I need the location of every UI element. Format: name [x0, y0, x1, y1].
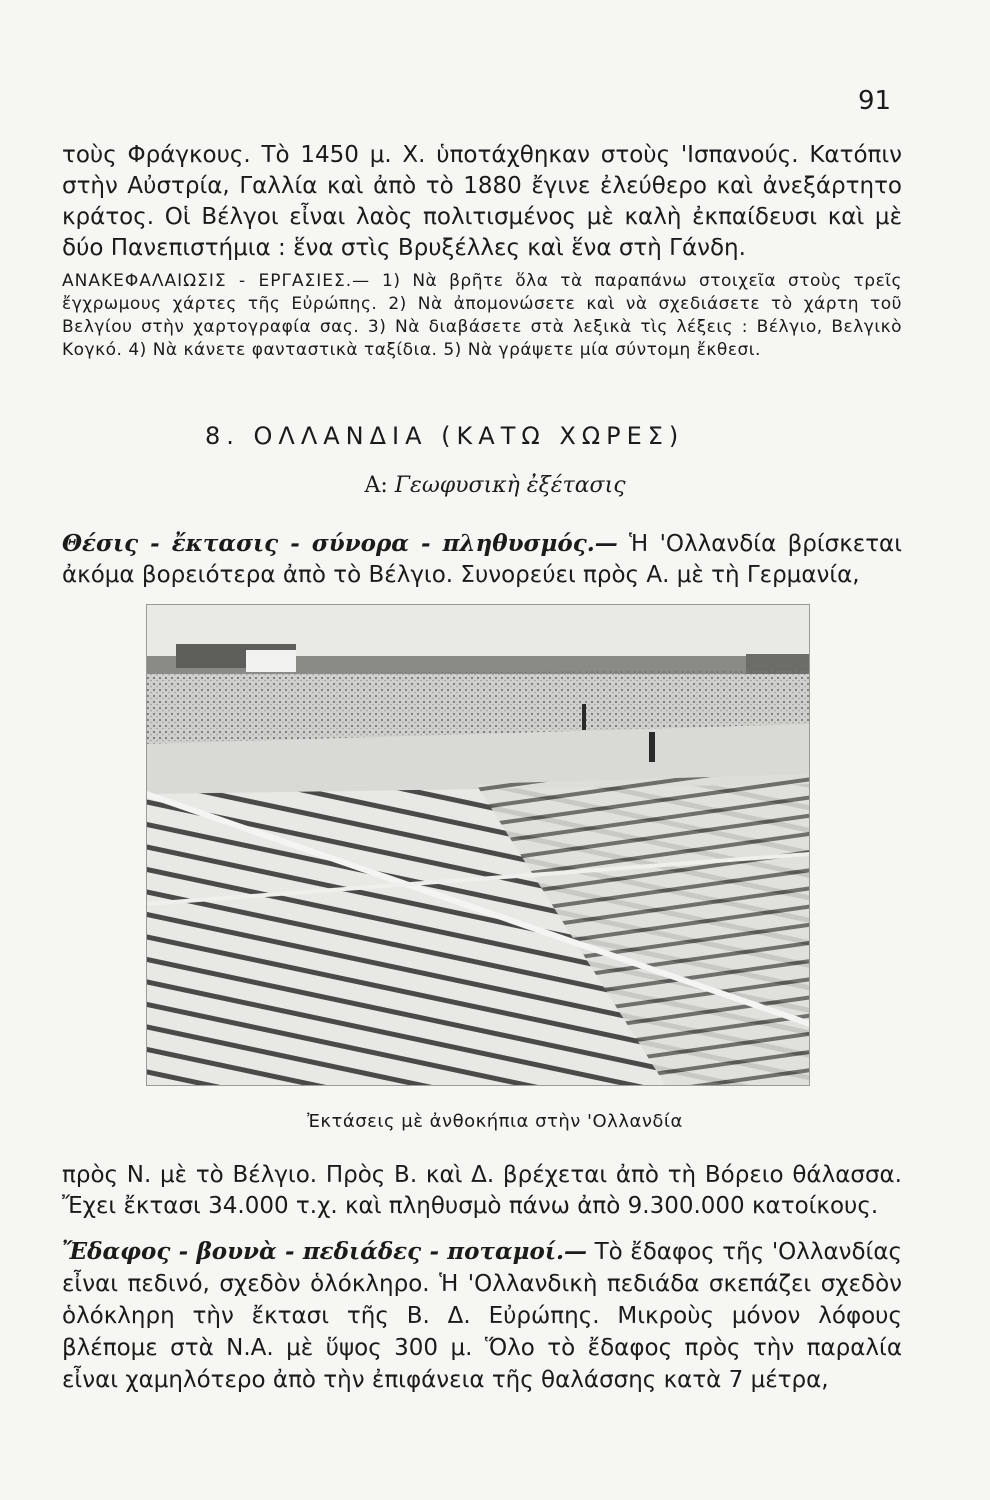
section-heading	[0, 473, 990, 498]
terrain-lead: Ἔδαφος - βουνὰ - πεδιάδες - ποταμοί.—	[62, 1238, 587, 1265]
terrain-paragraph	[62, 1236, 902, 1396]
summary-text: 1) Νὰ βρῆτε ὅλα τὰ παραπάνω στοιχεῖα στοὺς τρεῖς ἔγχρωμους χάρτες τῆς Εὐρώπης. 2) Νὰ ἀπομονώσετε καὶ νὰ σχεδιάσετε τὸ χάρτη τοῦ Βελγίου στὴν χαρτογραφία σας. 3) Νὰ διαβάσετε στὰ λεξικὰ τὶς λέξεις : Βέλγιο, Βελγικὸ Κογκό. 4) Νὰ κάνετε φανταστικὰ ταξίδια. 5) Νὰ γράψετε μία σύντομη ἔκθεσι.	[62, 271, 902, 360]
position-paragraph-start	[62, 528, 902, 591]
summary-exercises	[62, 270, 902, 362]
position-paragraph-end: πρὸς Ν. μὲ τὸ Βέλγιο. Πρὸς Β. καὶ Δ. βρέχεται ἀπὸ τὴ Βόρειο θάλασσα. Ἔχει ἔκτασι 34.000 τ.χ. καὶ πληθυσμὸ πάνω ἀπὸ 9.300.000 κατοίκους.	[62, 1162, 902, 1219]
section-title: Γεωφυσικὴ ἐξέτασις	[394, 473, 626, 498]
summary-lead: ΑΝΑΚΕΦΑΛΑΙΩΣΙΣ - ΕΡΓΑΣΙΕΣ.—	[62, 271, 371, 291]
photo-caption: Ἐκτάσεις μὲ ἀνθοκήπια στὴν 'Ολλανδία	[307, 1111, 683, 1132]
position-lead: Θέσις - ἔκτασις - σύνορα - πληθυσμός.—	[62, 530, 618, 557]
position-text-start: Ἡ 'Ολλανδία βρίσκεται ἀκόμα βορειότερα ἀπὸ τὸ Βέλγιο. Συνορεύει πρὸς Α. μὲ τὴ Γερμανία,	[62, 531, 902, 588]
page-number: 91	[858, 86, 892, 116]
section-label: Α:	[364, 473, 388, 498]
flower-fields-photo	[146, 604, 810, 1086]
intro-paragraph: τοὺς Φράγκους. Τὸ 1450 μ. Χ. ὑποτάχθηκαν στοὺς 'Ισπανούς. Κατόπιν στὴν Αὐστρία, Γαλλία καὶ ἀπὸ τὸ 1880 ἔγινε ἐλεύθερο καὶ ἀνεξάρτητο κράτος. Οἱ Βέλγοι εἶναι λαὸς πολιτισμένος μὲ καλὴ ἐκπαίδευσι καὶ μὲ δύο Πανεπιστήμια : ἕνα στὶς Βρυξέλλες καὶ ἕνα στὴ Γάνδη.	[62, 142, 902, 261]
flower-fields-illustration	[146, 604, 810, 1086]
terrain-text: Τὸ ἔδαφος τῆς 'Ολλανδίας εἶναι πεδινό, σχεδὸν ὁλόκληρο. Ἡ 'Ολλανδικὴ πεδιάδα σκεπάζει σχεδὸν ὁλόκληρη τὴν ἔκτασι τῆς Β. Δ. Εὐρώπης. Μικροὺς μόνον λόφους βλέπομε στὰ Ν.Α. μὲ ὕψος 300 μ. Ὅλο τὸ ἔδαφος πρὸς τὴν παραλία εἶναι χαμηλότερο ἀπὸ τὴν ἐπιφάνεια τῆς θαλάσσης κατὰ 7 μέτρα,	[62, 1239, 903, 1393]
chapter-heading: 8. ΟΛΛΑΝΔΙΑ (ΚΑΤΩ ΧΩΡΕΣ)	[205, 422, 685, 450]
